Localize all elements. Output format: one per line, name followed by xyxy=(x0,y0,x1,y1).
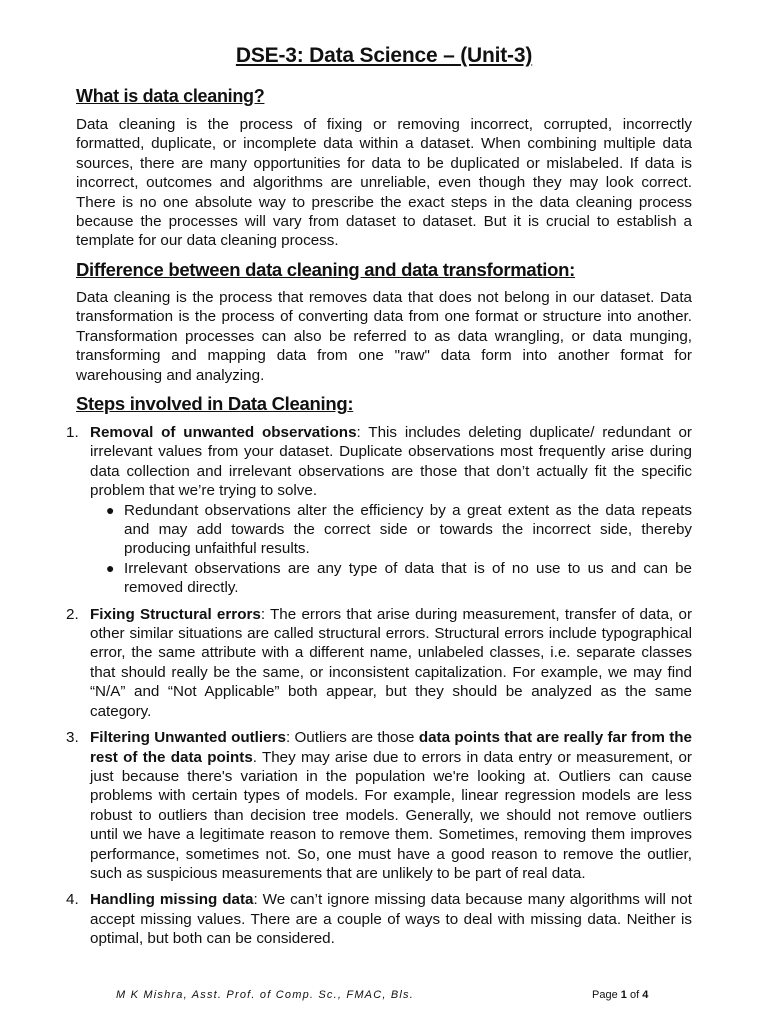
bullet-item xyxy=(90,501,692,559)
section-heading-cleaning-vs-transformation: Difference between data cleaning and data transformation: xyxy=(76,259,575,280)
step-text: : The errors that arise during measurement, transfer of data, or other similar situations are called structural errors. Structural errors include typographical error, the same attribute with a different name, unlabeled classes, i.e. separate classes that should really be the same, or inconsistent capitalization. For example, we may find “N/A” and “Not Applicable” both appear, but they should be analyzed as the same category. xyxy=(90,605,693,720)
footer-page-number xyxy=(592,989,648,1001)
list-item-step-4 xyxy=(60,890,692,948)
list-item-step-1 xyxy=(60,423,692,598)
step-term: Fixing Structural errors xyxy=(90,605,261,623)
page-total: 4 xyxy=(642,989,649,1001)
paragraph-cleaning-vs-transformation: Data cleaning is the process that removes data that does not belong in our dataset. Data transformation is the process of converting data from one format or structure into another. Transformation processes can also be referred to as data wrangling, or data munging, transforming and mapping data from one "raw" data form into another format for warehousing and analyzing. xyxy=(76,289,692,384)
step-number: 1. xyxy=(66,424,79,441)
step-text: . They may arise due to errors in data entry or measurement, or just because there's variation in the population we're looking at. Outliers can cause problems with certain types of models. For example, linear regression models are less robust to outliers than decision tree models. Generally, we should not remove outliers until we have a legitimate reason to remove them. Sometimes, removing them improves performance, sometimes not. So, one must have a good reason to remove the outlier, such as suspicious measurements that are unlikely to be part of real data. xyxy=(90,748,692,882)
bullet-text: Redundant observations alter the efficiency by a great extent as the data repeats and may add towards the correct side or towards the incorrect side, thereby producing unfaithful results. xyxy=(124,501,692,558)
step-term: Removal of unwanted observations xyxy=(90,424,357,441)
footer-author: M K Mishra, Asst. Prof. of Comp. Sc., FMAC, Bls. xyxy=(116,989,415,1001)
bullet-icon: ● xyxy=(106,559,115,576)
page-label: Page xyxy=(592,989,618,1001)
step-1-bullets xyxy=(90,501,692,598)
bullet-icon: ● xyxy=(106,501,115,518)
step-term: Filtering Unwanted outliers xyxy=(90,729,286,747)
section-heading-what-is-data-cleaning: What is data cleaning? xyxy=(76,86,265,106)
bullet-item xyxy=(90,559,692,598)
paragraph-data-cleaning-definition: Data cleaning is the process of fixing or removing incorrect, corrupted, incorrectly formatted, duplicate, or incomplete data within a dataset. When combining multiple data sources, there are many opportunities for data to be duplicated or mislabeled. If data is incorrect, outcomes and algorithms are unreliable, even though they may look correct. There is no one absolute way to prescribe the exact steps in the data cleaning process because the processes will vary from dataset to dataset. But it is crucial to establish a template for our data cleaning process. xyxy=(76,116,692,250)
page-current: 1 xyxy=(620,989,627,1001)
page-of-label: of xyxy=(629,989,640,1001)
document-title: DSE-3: Data Science – (Unit-3) xyxy=(235,44,533,67)
section-heading-steps xyxy=(76,393,353,415)
section-heading-steps-text: Steps involved in Data Cleaning xyxy=(76,393,348,414)
step-number: 2. xyxy=(66,605,79,623)
section-heading-steps-colon: : xyxy=(347,393,354,414)
step-text: : We can’t ignore missing data because many algorithms will not accept missing values. There are a couple of ways to deal with missing data. Neither is optimal, but both can be considered. xyxy=(90,891,692,948)
step-term: Handling missing data xyxy=(90,891,254,909)
step-text: : Outliers are those xyxy=(285,729,419,747)
step-number: 3. xyxy=(66,729,79,747)
step-bold-phrase: data points that are really far from the rest of the data points xyxy=(90,729,692,766)
steps-list xyxy=(60,423,692,949)
list-item-step-3 xyxy=(60,728,692,883)
step-number: 4. xyxy=(66,891,79,909)
step-text: : This includes deleting duplicate/ redundant or irrelevant values from your dataset. Duplicate observations most frequently arise during data collection and irrelevant observations are those that don’t actually fit the specific problem that we’re trying to solve. xyxy=(90,424,692,500)
list-item-step-2 xyxy=(60,605,692,721)
bullet-text: Irrelevant observations are any type of data that is of no use to us and can be removed directly. xyxy=(124,559,692,597)
